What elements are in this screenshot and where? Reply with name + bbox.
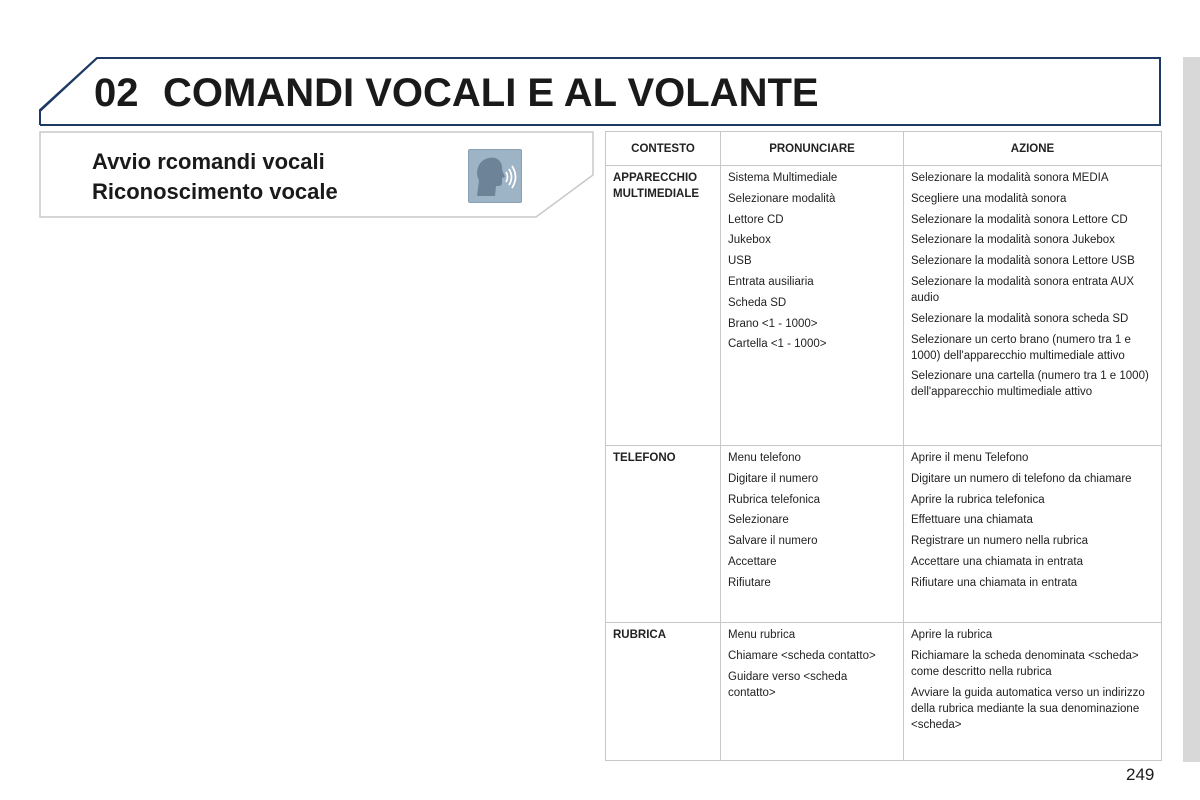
action-cell bbox=[904, 623, 1162, 761]
action-item: Aprire il menu Telefono bbox=[911, 452, 1029, 464]
say-item: Lettore CD bbox=[728, 213, 784, 226]
context-cell: APPARECCHIO MULTIMEDIALE bbox=[606, 166, 721, 446]
section-title-line-2: Riconoscimento vocale bbox=[92, 179, 338, 204]
action-item: Selezionare la modalità sonora Jukebox bbox=[911, 234, 1115, 247]
side-tab-bar bbox=[1183, 57, 1200, 762]
context-cell: TELEFONO bbox=[606, 446, 721, 623]
page-number: 249 bbox=[1126, 765, 1155, 784]
say-cell bbox=[721, 446, 904, 623]
say-item: Sistema Multimediale bbox=[728, 172, 838, 184]
say-item: Selezionare modalità bbox=[728, 192, 836, 205]
voice-command-icon bbox=[468, 149, 522, 203]
say-item: Cartella <1 - 1000> bbox=[728, 338, 827, 351]
action-item: Selezionare la modalità sonora entrata AUX audio bbox=[911, 275, 1135, 304]
action-item: Selezionare la modalità sonora Lettore CD bbox=[911, 213, 1128, 226]
action-item: Avviare la guida automatica verso un indirizzo della rubrica mediante la sua denominazione <scheda> bbox=[911, 686, 1145, 731]
table-row bbox=[606, 446, 1162, 623]
action-item: Selezionare una cartella (numero tra 1 e 1000) dell'apparecchio multimediale attivo bbox=[911, 370, 1149, 399]
say-item: USB bbox=[728, 255, 752, 268]
table-row bbox=[606, 166, 1162, 446]
action-item: Selezionare un certo brano (numero tra 1 e 1000) dell'apparecchio multimediale attivo bbox=[911, 333, 1131, 362]
action-item: Selezionare la modalità sonora MEDIA bbox=[911, 172, 1109, 184]
action-item: Selezionare la modalità sonora Lettore USB bbox=[911, 255, 1135, 268]
say-item: Brano <1 - 1000> bbox=[728, 317, 818, 330]
action-item: Rifiutare una chiamata in entrata bbox=[911, 576, 1078, 589]
say-item: Selezionare bbox=[728, 514, 789, 527]
say-cell bbox=[721, 623, 904, 761]
say-cell bbox=[721, 166, 904, 446]
action-item: Scegliere una modalità sonora bbox=[911, 192, 1067, 205]
action-item: Selezionare la modalità sonora scheda SD bbox=[911, 312, 1129, 325]
say-item: Rifiutare bbox=[728, 576, 771, 589]
chapter-title: COMANDI VOCALI E AL VOLANTE bbox=[163, 71, 819, 115]
section-title-line-1: Avvio rcomandi vocali bbox=[92, 149, 325, 174]
say-item: Guidare verso <scheda contatto> bbox=[728, 670, 848, 699]
say-item: Menu rubrica bbox=[728, 629, 796, 641]
say-item: Accettare bbox=[728, 555, 777, 568]
chapter-number: 02 bbox=[94, 71, 139, 115]
context-cell: RUBRICA bbox=[606, 623, 721, 761]
say-item: Jukebox bbox=[728, 234, 771, 247]
action-cell bbox=[904, 166, 1162, 446]
action-item: Accettare una chiamata in entrata bbox=[911, 555, 1083, 568]
action-item: Richiamare la scheda denominata <scheda> come descritto nella rubrica bbox=[911, 649, 1139, 678]
action-item: Registrare un numero nella rubrica bbox=[911, 535, 1089, 548]
action-item: Effettuare una chiamata bbox=[911, 514, 1033, 527]
action-item: Aprire la rubrica bbox=[911, 629, 993, 641]
say-item: Salvare il numero bbox=[728, 535, 818, 548]
voice-commands-table bbox=[605, 131, 1162, 761]
column-header-say: PRONUNCIARE bbox=[721, 132, 904, 166]
say-item: Chiamare <scheda contatto> bbox=[728, 649, 876, 662]
column-header-action: AZIONE bbox=[904, 132, 1162, 166]
action-item: Aprire la rubrica telefonica bbox=[911, 493, 1045, 506]
action-cell bbox=[904, 446, 1162, 623]
say-item: Entrata ausiliaria bbox=[728, 275, 814, 288]
say-item: Rubrica telefonica bbox=[728, 493, 821, 506]
say-item: Digitare il numero bbox=[728, 472, 819, 485]
table-row bbox=[606, 623, 1162, 761]
column-header-context: CONTESTO bbox=[606, 132, 721, 166]
say-item: Menu telefono bbox=[728, 452, 801, 464]
action-item: Digitare un numero di telefono da chiamare bbox=[911, 472, 1132, 485]
section-title bbox=[92, 147, 338, 207]
say-item: Scheda SD bbox=[728, 296, 787, 309]
